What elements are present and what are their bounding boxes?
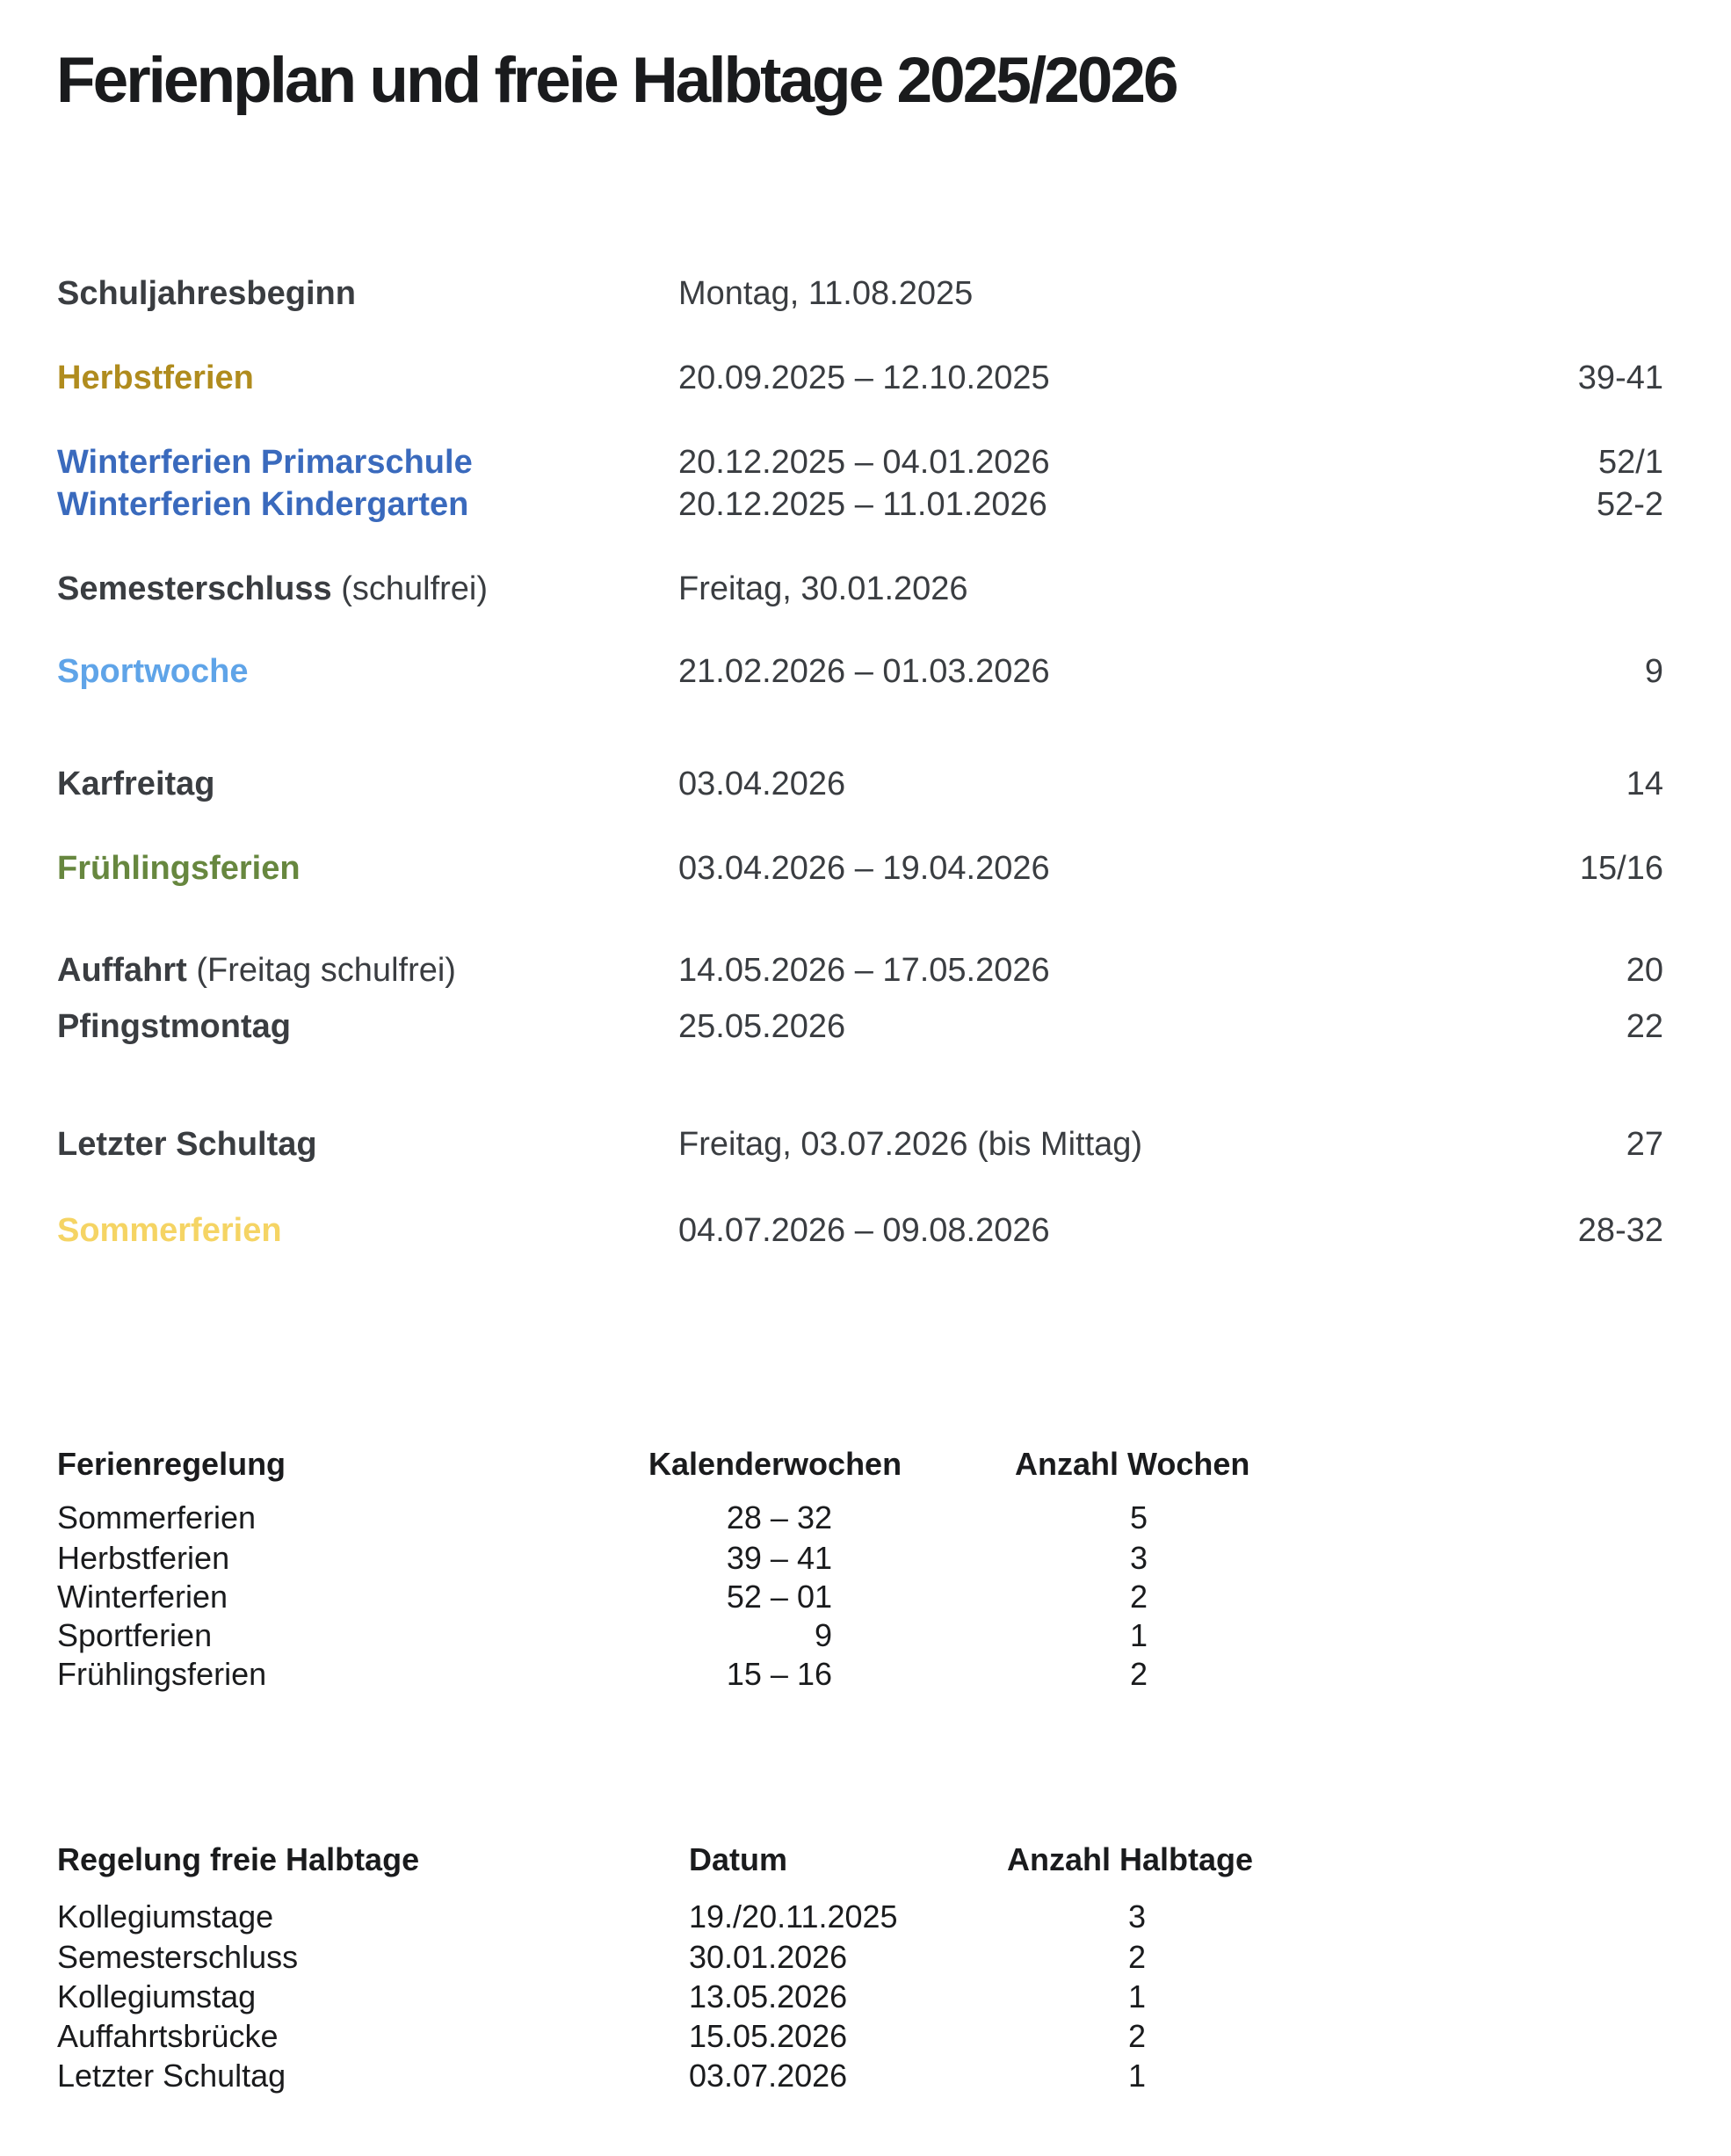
row-date: 03.04.2026 bbox=[678, 766, 846, 802]
schedule-row-herbstferien bbox=[0, 358, 1731, 400]
anzahl-halbtage-value: 2 bbox=[1127, 2018, 1147, 2054]
row-label: Herbstferien bbox=[57, 359, 254, 396]
row-weeks: 15/16 bbox=[1579, 850, 1663, 887]
row-date: 20.12.2025 – 04.01.2026 bbox=[678, 444, 1050, 481]
table-row bbox=[0, 1937, 1731, 1978]
col-header-kalenderwochen: Kalenderwochen bbox=[648, 1446, 902, 1482]
kalenderwochen-value: 9 bbox=[814, 1617, 832, 1653]
anzahl-wochen-value: 2 bbox=[1129, 1656, 1148, 1692]
row-label: Letzter Schultag bbox=[57, 1126, 317, 1163]
schedule-row-pfingstmontag bbox=[0, 1006, 1731, 1049]
row-label: Karfreitag bbox=[57, 766, 215, 802]
table-row bbox=[0, 1615, 1731, 1656]
schedule-row-karfreitag bbox=[0, 764, 1731, 806]
ferien-name: Winterferien bbox=[57, 1579, 228, 1615]
schedule-row-schuljahresbeginn bbox=[0, 273, 1731, 316]
kalenderwochen-value: 39 – 41 bbox=[726, 1540, 832, 1576]
table-row bbox=[0, 1538, 1731, 1579]
row-date: 03.04.2026 – 19.04.2026 bbox=[678, 850, 1050, 887]
datum-value: 15.05.2026 bbox=[689, 2018, 848, 2054]
row-date: 20.09.2025 – 12.10.2025 bbox=[678, 359, 1050, 396]
schedule-row-sommerferien bbox=[0, 1210, 1731, 1252]
schedule-row-semesterschluss bbox=[0, 569, 1731, 611]
datum-value: 19./20.11.2025 bbox=[689, 1898, 898, 1935]
schedule-row-sportwoche bbox=[0, 651, 1731, 693]
schedule-row-auffahrt bbox=[0, 950, 1731, 992]
anzahl-wochen-value: 1 bbox=[1129, 1617, 1148, 1653]
schedule-row-fruehlingsferien bbox=[0, 848, 1731, 890]
row-weeks: 20 bbox=[1626, 952, 1663, 989]
anzahl-halbtage-value: 1 bbox=[1127, 1978, 1147, 2014]
ferien-name: Sommerferien bbox=[57, 1499, 257, 1535]
datum-value: 30.01.2026 bbox=[689, 1939, 848, 1975]
schedule-row-winterferien-primarschule bbox=[0, 442, 1731, 484]
row-weeks: 52-2 bbox=[1596, 486, 1663, 523]
row-weeks: 52/1 bbox=[1598, 444, 1663, 481]
halbtag-name: Letzter Schultag bbox=[57, 2058, 286, 2094]
row-date: Freitag, 03.07.2026 (bis Mittag) bbox=[678, 1126, 1143, 1163]
row-weeks: 28-32 bbox=[1577, 1212, 1663, 1249]
anzahl-wochen-value: 5 bbox=[1129, 1499, 1148, 1535]
row-date: 20.12.2025 – 11.01.2026 bbox=[678, 486, 1047, 523]
col-header-datum: Datum bbox=[689, 1841, 788, 1877]
ferien-name: Herbstferien bbox=[57, 1540, 230, 1576]
row-date: 04.07.2026 – 09.08.2026 bbox=[678, 1212, 1050, 1249]
col-header-anzahl-wochen: Anzahl Wochen bbox=[1015, 1446, 1250, 1482]
row-weeks: 27 bbox=[1626, 1126, 1663, 1163]
row-weeks: 14 bbox=[1626, 766, 1663, 802]
table-row bbox=[0, 1577, 1731, 1617]
row-label: Frühlingsferien bbox=[57, 850, 301, 887]
table-row bbox=[0, 1897, 1731, 1937]
row-date: 14.05.2026 – 17.05.2026 bbox=[678, 952, 1050, 989]
col-header-anzahl-halbtage: Anzahl Halbtage bbox=[1007, 1841, 1254, 1877]
schedule-row-letzter-schultag bbox=[0, 1124, 1731, 1166]
halbtag-name: Kollegiumstage bbox=[57, 1898, 274, 1935]
row-label: Sommerferien bbox=[57, 1212, 282, 1249]
page-title: Ferienplan und freie Halbtage 2025/2026 bbox=[56, 45, 1177, 116]
row-date: 25.05.2026 bbox=[678, 1008, 846, 1045]
row-weeks: 39-41 bbox=[1577, 359, 1663, 396]
row-label: Pfingstmontag bbox=[57, 1008, 291, 1045]
ferien-name: Sportferien bbox=[57, 1617, 213, 1653]
ferienregelung-header bbox=[0, 1444, 1731, 1485]
halbtage-header bbox=[0, 1840, 1731, 1880]
table-row bbox=[0, 2016, 1731, 2057]
halbtag-name: Auffahrtsbrücke bbox=[57, 2018, 279, 2054]
row-date: 21.02.2026 – 01.03.2026 bbox=[678, 653, 1050, 690]
anzahl-halbtage-value: 2 bbox=[1127, 1939, 1147, 1975]
halbtag-name: Semesterschluss bbox=[57, 1939, 299, 1975]
anzahl-halbtage-value: 3 bbox=[1127, 1898, 1147, 1935]
row-label: Sportwoche bbox=[57, 653, 249, 690]
col-header-regelung-freie-halbtage: Regelung freie Halbtage bbox=[57, 1841, 420, 1877]
anzahl-halbtage-value: 1 bbox=[1127, 2058, 1147, 2094]
row-label: Schuljahresbeginn bbox=[57, 275, 356, 312]
row-label-suffix: (schulfrei) bbox=[331, 570, 489, 607]
table-row bbox=[0, 1654, 1731, 1695]
table-row bbox=[0, 1977, 1731, 2017]
row-label: Semesterschluss (schulfrei) bbox=[57, 570, 489, 607]
kalenderwochen-value: 52 – 01 bbox=[726, 1579, 832, 1615]
ferien-name: Frühlingsferien bbox=[57, 1656, 267, 1692]
anzahl-wochen-value: 2 bbox=[1129, 1579, 1148, 1615]
row-label-suffix: (Freitag schulfrei) bbox=[186, 952, 456, 989]
datum-value: 03.07.2026 bbox=[689, 2058, 848, 2094]
row-date: Montag, 11.08.2025 bbox=[678, 275, 974, 312]
anzahl-wochen-value: 3 bbox=[1129, 1540, 1148, 1576]
schedule-row-winterferien-kindergarten bbox=[0, 484, 1731, 526]
datum-value: 13.05.2026 bbox=[689, 1978, 848, 2014]
row-weeks: 9 bbox=[1644, 653, 1663, 690]
row-label: Auffahrt (Freitag schulfrei) bbox=[57, 952, 456, 989]
kalenderwochen-value: 28 – 32 bbox=[726, 1499, 832, 1535]
kalenderwochen-value: 15 – 16 bbox=[726, 1656, 832, 1692]
row-weeks: 22 bbox=[1626, 1008, 1663, 1045]
row-date: Freitag, 30.01.2026 bbox=[678, 570, 968, 607]
table-row bbox=[0, 1498, 1731, 1538]
row-label: Winterferien Primarschule bbox=[57, 444, 473, 481]
row-label: Winterferien Kindergarten bbox=[57, 486, 469, 523]
col-header-ferienregelung: Ferienregelung bbox=[57, 1446, 286, 1482]
halbtag-name: Kollegiumstag bbox=[57, 1978, 257, 2014]
table-row bbox=[0, 2056, 1731, 2096]
